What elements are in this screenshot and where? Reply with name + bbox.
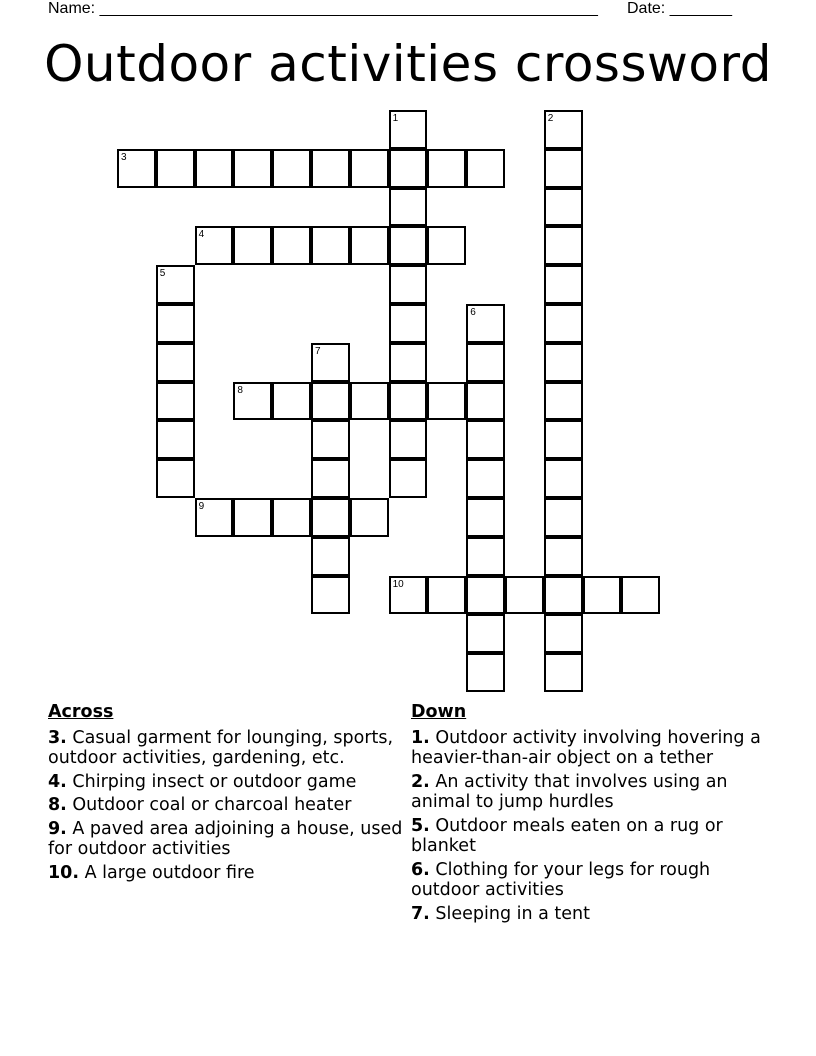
grid-cell[interactable] [466, 459, 505, 498]
grid-cell[interactable] [311, 459, 350, 498]
clue-down-7 [411, 904, 781, 925]
grid-cell[interactable] [466, 304, 505, 343]
grid-cell[interactable] [544, 149, 583, 188]
grid-cell[interactable] [466, 343, 505, 382]
clue-number: 6. [411, 859, 430, 880]
date-field-label: Date: _______ [627, 0, 732, 17]
grid-cell[interactable] [427, 576, 466, 615]
clue-number: 3. [48, 727, 67, 748]
grid-cell[interactable] [389, 188, 428, 227]
grid-cell[interactable] [544, 382, 583, 421]
clue-text: An activity that involves using an animal to jump hurdles [411, 771, 728, 812]
clue-number: 5. [411, 815, 430, 836]
clue-number-label: 6 [470, 307, 476, 318]
grid-cell[interactable] [466, 576, 505, 615]
grid-cell[interactable] [544, 265, 583, 304]
grid-cell[interactable] [505, 576, 544, 615]
grid-cell[interactable] [272, 382, 311, 421]
clue-text: Sleeping in a tent [429, 903, 591, 924]
clue-across-4 [48, 772, 403, 793]
grid-cell[interactable] [583, 576, 622, 615]
grid-cell[interactable] [195, 226, 234, 265]
grid-cell[interactable] [233, 382, 272, 421]
grid-cell[interactable] [233, 498, 272, 537]
grid-cell[interactable] [156, 420, 195, 459]
grid-cell[interactable] [389, 110, 428, 149]
across-clues [48, 702, 403, 886]
clue-number-label: 10 [392, 578, 404, 590]
clue-text: A paved area adjoining a house, used for outdoor activities [48, 818, 403, 859]
grid-cell[interactable] [389, 226, 428, 265]
grid-cell[interactable] [427, 382, 466, 421]
page-title: Outdoor activities crossword [44, 35, 772, 93]
clue-down-5 [411, 816, 781, 857]
grid-cell[interactable] [389, 576, 428, 615]
grid-cell[interactable] [389, 304, 428, 343]
grid-cell[interactable] [272, 149, 311, 188]
clue-number-label: 2 [547, 113, 554, 124]
grid-cell[interactable] [466, 498, 505, 537]
clue-number-label: 4 [198, 229, 205, 241]
grid-cell[interactable] [544, 110, 583, 149]
grid-cell[interactable] [350, 226, 389, 265]
grid-cell[interactable] [233, 226, 272, 265]
grid-cell[interactable] [544, 420, 583, 459]
grid-cell[interactable] [427, 149, 466, 188]
grid-cell[interactable] [117, 149, 156, 188]
grid-cell[interactable] [544, 459, 583, 498]
grid-cell[interactable] [544, 576, 583, 615]
grid-cell[interactable] [156, 149, 195, 188]
clue-text: Chirping insect or outdoor game [66, 771, 357, 792]
down-clues [411, 702, 781, 927]
grid-cell[interactable] [389, 343, 428, 382]
grid-cell[interactable] [544, 304, 583, 343]
clue-across-3 [48, 728, 403, 769]
clue-across-8 [48, 795, 403, 816]
grid-cell[interactable] [311, 576, 350, 615]
clue-down-1 [411, 728, 781, 769]
grid-cell[interactable] [350, 498, 389, 537]
grid-cell[interactable] [272, 226, 311, 265]
grid-cell[interactable] [389, 265, 428, 304]
clue-text: Clothing for your legs for rough outdoor activities [411, 859, 711, 900]
grid-cell[interactable] [156, 343, 195, 382]
grid-cell[interactable] [350, 149, 389, 188]
grid-cell[interactable] [195, 149, 234, 188]
grid-cell[interactable] [544, 498, 583, 537]
grid-cell[interactable] [311, 382, 350, 421]
grid-cell[interactable] [311, 343, 350, 382]
clue-number: 2. [411, 771, 430, 792]
clue-number: 4. [48, 771, 67, 792]
grid-cell[interactable] [233, 149, 272, 188]
clue-number: 9. [48, 818, 67, 839]
grid-cell[interactable] [427, 226, 466, 265]
grid-cell[interactable] [156, 265, 195, 304]
grid-cell[interactable] [389, 459, 428, 498]
grid-cell[interactable] [466, 149, 505, 188]
clue-down-2 [411, 772, 781, 813]
down-heading: Down [411, 702, 467, 722]
grid-cell[interactable] [156, 304, 195, 343]
clue-number-label: 9 [198, 501, 205, 512]
grid-cell[interactable] [544, 343, 583, 382]
clue-number: 1. [411, 727, 430, 748]
grid-cell[interactable] [466, 537, 505, 576]
clue-across-9 [48, 819, 403, 860]
clue-text: Outdoor coal or charcoal heater [66, 795, 352, 815]
grid-cell[interactable] [466, 420, 505, 459]
clue-number: 7. [411, 903, 430, 924]
grid-cell[interactable] [156, 382, 195, 421]
grid-cell[interactable] [389, 149, 428, 188]
grid-cell[interactable] [195, 498, 234, 537]
grid-cell[interactable] [544, 537, 583, 576]
name-field-label: Name: ________________________________________________________ [48, 0, 598, 17]
clue-text: Outdoor activity involving hovering a heavier-than-air object on a tether [411, 727, 761, 768]
grid-cell[interactable] [544, 653, 583, 692]
grid-cell[interactable] [544, 188, 583, 227]
grid-cell[interactable] [544, 614, 583, 653]
grid-cell[interactable] [311, 498, 350, 537]
clue-text: Casual garment for lounging, sports, outdoor activities, gardening, etc. [48, 727, 394, 768]
clue-number-label: 8 [237, 384, 243, 396]
grid-cell[interactable] [311, 420, 350, 459]
grid-cell[interactable] [389, 382, 428, 421]
across-heading: Across [48, 702, 114, 722]
clue-down-6 [411, 860, 781, 901]
grid-cell[interactable] [389, 420, 428, 459]
grid-cell[interactable] [311, 149, 350, 188]
grid-cell[interactable] [466, 382, 505, 421]
grid-cell[interactable] [350, 382, 389, 421]
clue-number: 10. [48, 862, 80, 883]
clue-text: Outdoor meals eaten on a rug or blanket [411, 815, 723, 856]
grid-cell[interactable] [272, 498, 311, 537]
grid-cell[interactable] [544, 226, 583, 265]
grid-cell[interactable] [311, 226, 350, 265]
clue-across-10 [48, 863, 403, 884]
grid-cell[interactable] [311, 537, 350, 576]
clue-number: 8. [48, 795, 67, 815]
grid-cell[interactable] [466, 614, 505, 653]
grid-cell[interactable] [156, 459, 195, 498]
grid-cell[interactable] [466, 653, 505, 692]
clue-text: A large outdoor fire [79, 862, 255, 883]
clue-number-label: 1 [392, 113, 399, 124]
clue-number-label: 7 [315, 345, 321, 357]
clue-number-label: 5 [159, 268, 166, 280]
grid-cell[interactable] [621, 576, 660, 615]
clue-number-label: 3 [121, 151, 127, 163]
